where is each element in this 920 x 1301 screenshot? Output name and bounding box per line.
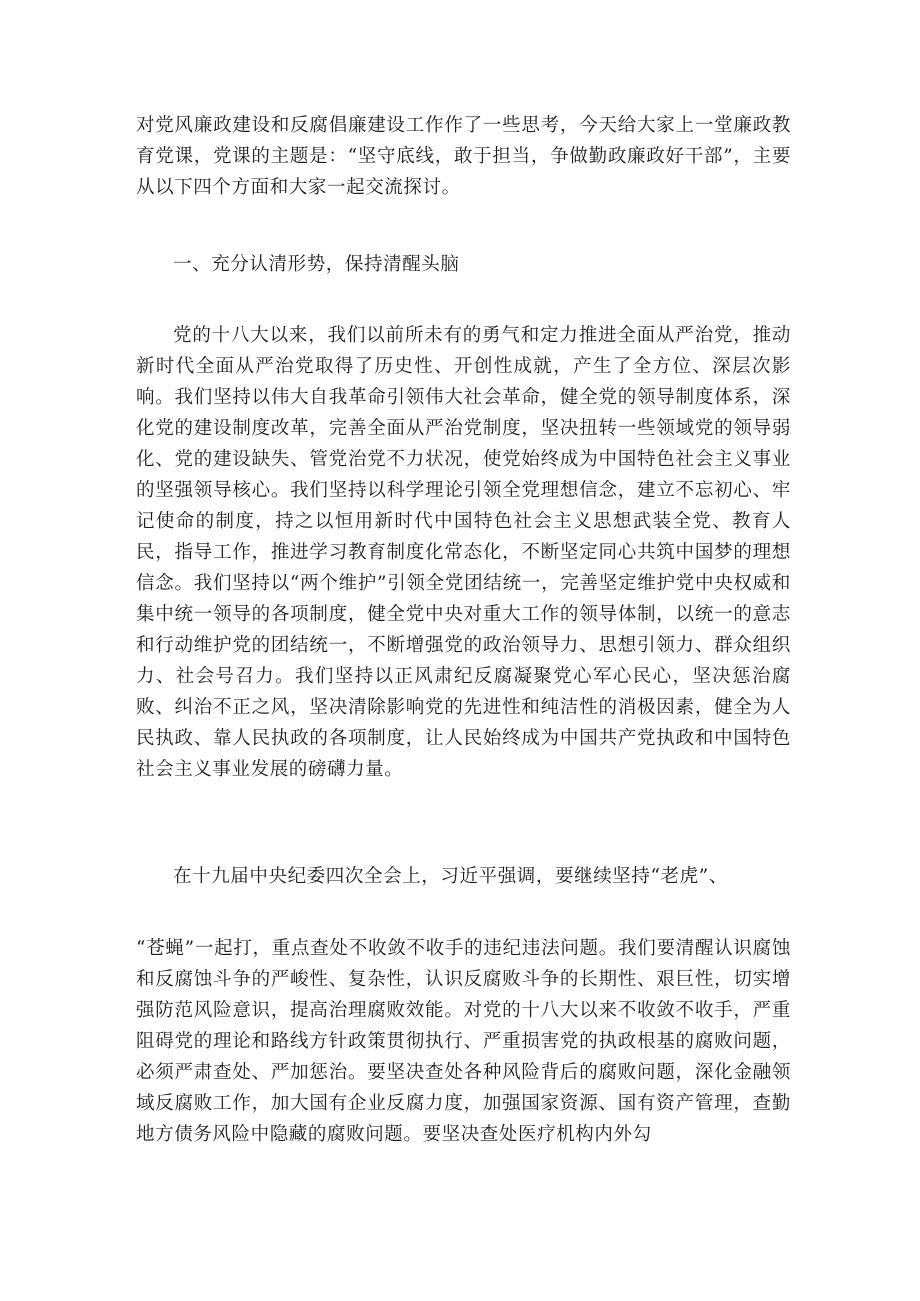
- body-paragraph-4: “苍蝇”一起打，重点查处不收敛不收手的违纪违法问题。我们要清醒认识腐蚀和反腐蚀斗争的严峻性、复杂性，认识反腐败斗争的长期性、艰巨性，切实增强防范风险意识，提高治理腐败效能。对党的十八大以来不收敛不收手，严重阻碍党的理论和路线方针政策贯彻执行、严重损害党的执政根基的腐败问题，必须严肃查处、严加惩治。要坚决查处各种风险背后的腐败问题，深化金融领域反腐败工作，加大国有企业反腐力度，加强国家资源、国有资产管理，查勤地方债务风险中隐藏的腐败问题。要坚决查处医疗机构内外勾: [136, 938, 791, 1145]
- body-paragraph-2: 党的十八大以来，我们以前所未有的勇气和定力推进全面从严治党，推动新时代全面从严治党取得了历史性、开创性成就，产生了全方位、深层次影响。我们坚持以伟大自我革命引领伟大社会革命，健全党的领导制度体系，深化党的建设制度改革，完善全面从严治党制度，坚决扭转一些领域党的领导弱化、党的建设缺失、管党治党不力状况，使党始终成为中国特色社会主义事业的坚强领导核心。我们坚持以科学理论引领全党理想信念，建立不忘初心、牢记使命的制度，持之以恒用新时代中国特色社会主义思想武装全党、教育人民，指导工作，推进学习教育制度化常态化，不断坚定同心共筑中国梦的理想信念。我们坚持以“两个维护”引领全党团结统一，完善坚定维护党中央权威和集中统一领导的各项制度，健全党中央对重大工作的领导体制，以统一的意志和行动维护党的团结统一，不断增强党的政治领导力、思想引领力、群众组织力、社会号召力。我们坚持以正风肃纪反腐凝聚党心军心民心，坚决惩治腐败、纠治不正之风，坚决清除影响党的先进性和纯洁性的消极因素，健全为人民执政、靠人民执政的各项制度，让人民始终成为中国共产党执政和中国特色社会主义事业发展的磅礴力量。: [136, 325, 791, 780]
- section-heading-1: 一、充分认清形势，保持清醒头脑: [173, 254, 460, 275]
- intro-paragraph: 对党风廉政建设和反腐倡廉建设工作作了一些思考，今天给大家上一堂廉政教育党课，党课的主题是：“坚守底线，敢于担当，争做勤政廉政好干部”，主要从以下四个方面和大家一起交流探讨。: [136, 115, 791, 198]
- body-paragraph-3: 在十九届中央纪委四次全会上，习近平强调，要继续坚持“老虎”、: [173, 866, 728, 887]
